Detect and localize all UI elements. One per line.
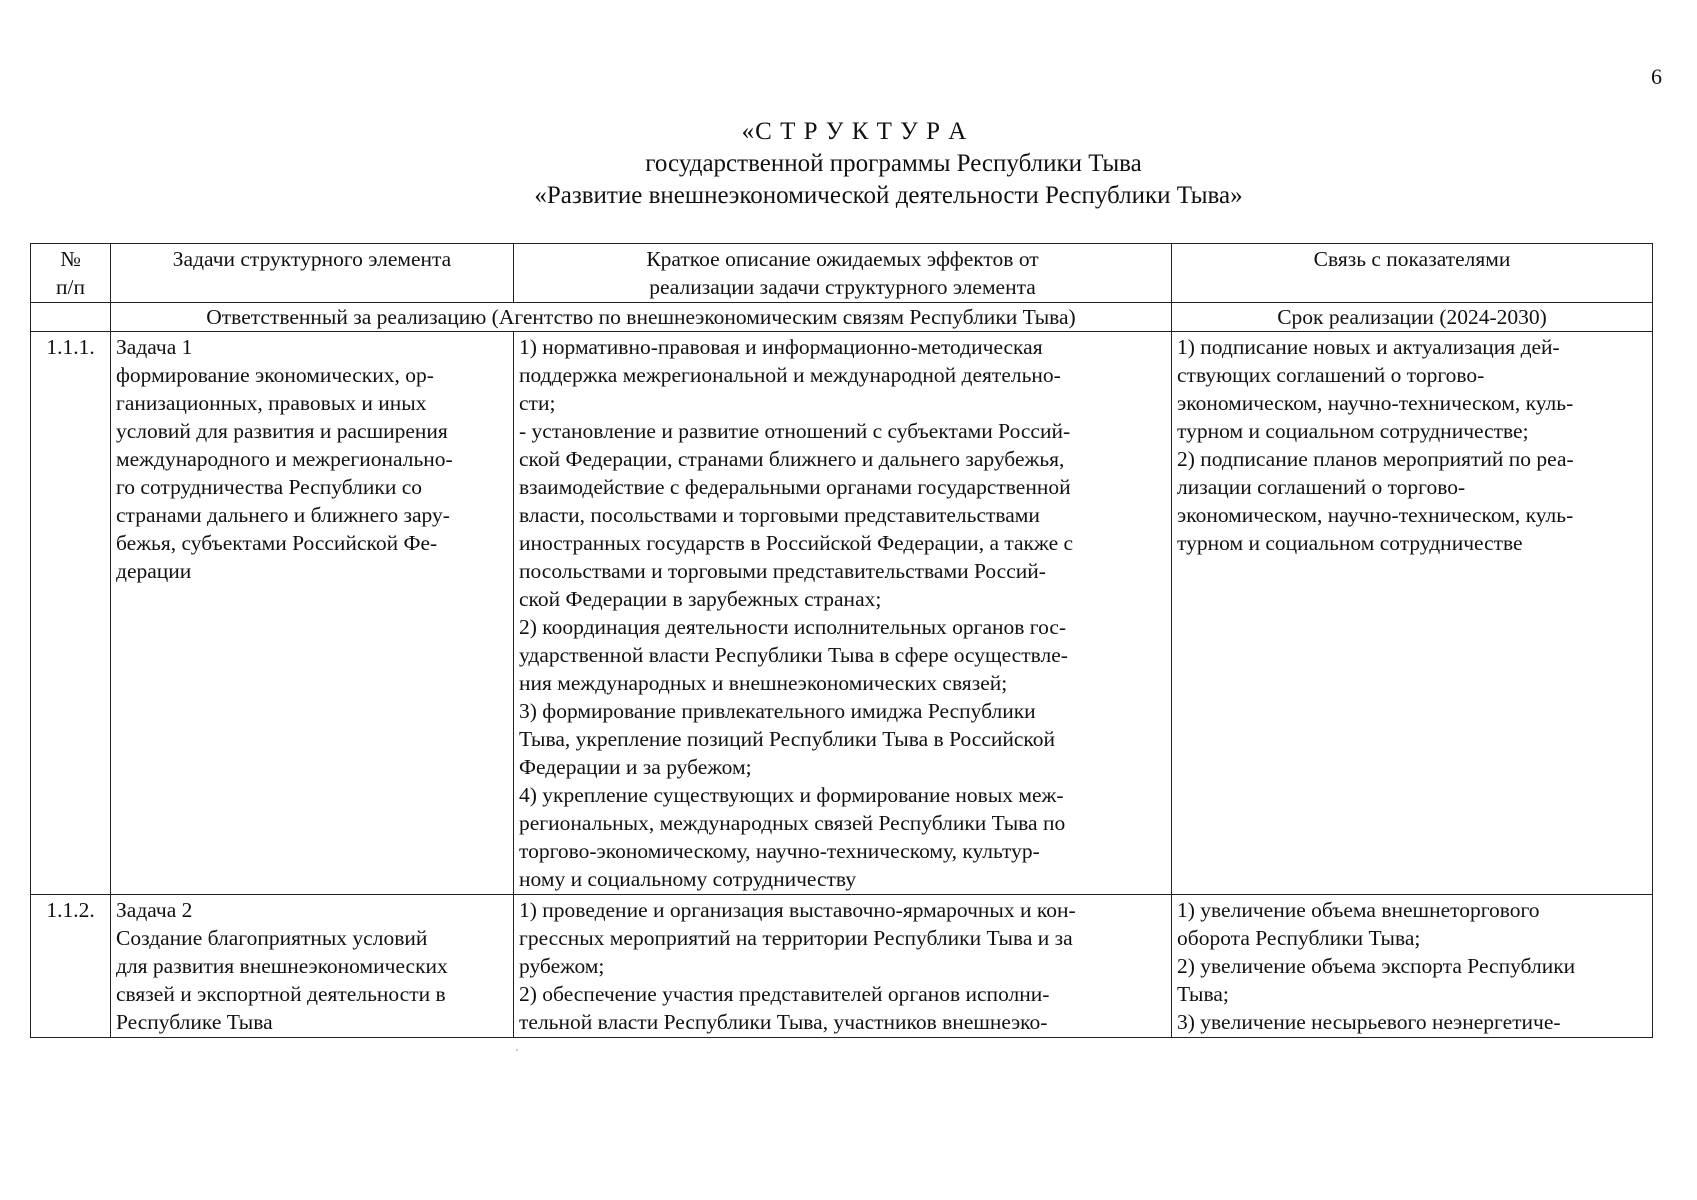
table-row — [31, 332, 1653, 895]
row-number: 1.1.2. — [31, 895, 111, 1038]
row-number: 1.1.1. — [31, 332, 111, 895]
structure-table — [30, 243, 1653, 1038]
scan-artifact — [516, 1049, 518, 1051]
header-tasks: Задачи структурного элемента — [111, 244, 514, 303]
task-cell: Задача 2 Создание благоприятных условий для развития внешнеэкономических связей и экспортной деятельности в Республике Тыва — [111, 895, 514, 1038]
effects-cell: 1) проведение и организация выставочно-ярмарочных и кон- грессных мероприятий на территории Республики Тыва и за рубежом; 2) обеспечение участия представителей органов исполни- тельной власти Республики Тыва, участников внешнеэко- — [514, 895, 1172, 1038]
responsible-cell: Ответственный за реализацию (Агентство по внешнеэкономическим связям Республики Тыва) — [111, 303, 1172, 332]
header-row — [31, 244, 1653, 303]
table-row — [31, 895, 1653, 1038]
title-line-2: государственной программы Республики Тыва — [645, 150, 1142, 177]
page-number: 6 — [1651, 64, 1662, 89]
indicators-cell: 1) увеличение объема внешнеторгового оборота Республики Тыва; 2) увеличение объема экспорта Республики Тыва; 3) увеличение несырьевого неэнергетиче- — [1172, 895, 1653, 1038]
indicators-cell: 1) подписание новых и актуализация дей- ствующих соглашений о торгово- экономическом, научно-техническом, куль- турном и социальном сотрудничестве; 2) подписание планов мероприятий по реа- лизации соглашений о торгово- экономическом, научно-техническом, куль- турном и социальном сотрудничестве — [1172, 332, 1653, 895]
effects-cell: 1) нормативно-правовая и информационно-методическая поддержка межрегиональной и международной деятельно- сти; - установление и развитие отношений с субъектами Россий- ской Федерации, странами ближнего и дальнего зарубежья, взаимодействие с федеральными органами государственной власти, посольствами и торговыми представительствами иностранных государств в Российской Федерации, а также с посольствами и торговыми представительствами Россий- ской Федерации в зарубежных странах; 2) координация деятельности исполнительных органов гос- ударственной власти Республики Тыва в сфере осуществле- ния международных и внешнеэкономических связей; 3) формирование привлекательного имиджа Республики Тыва, укрепление позиций Республики Тыва в Российской Федерации и за рубежом; 4) укрепление существующих и формирование новых меж- региональных, международных связей Республики Тыва по торгово-экономическому, научно-техническому, культур- ному и социальному сотрудничеству — [514, 332, 1172, 895]
header-effects: Краткое описание ожидаемых эффектов от реализации задачи структурного элемента — [514, 244, 1172, 303]
responsible-row — [31, 303, 1653, 332]
title-line-3: «Развитие внешнеэкономической деятельности Республики Тыва» — [534, 182, 1243, 209]
document-title — [0, 116, 1697, 212]
title-line-1: «С Т Р У К Т У Р А — [741, 118, 968, 145]
task-cell: Задача 1 формирование экономических, ор- ганизационных, правовых и иных условий для развития и расширения международного и межрегионально- го сотрудничества Республики со странами дальнего и ближнего зару- бежья, субъектами Российской Фе- дерации — [111, 332, 514, 895]
header-num: № п/п — [31, 244, 111, 303]
responsible-empty-cell — [31, 303, 111, 332]
header-indicators: Связь с показателями — [1172, 244, 1653, 303]
term-cell: Срок реализации (2024-2030) — [1172, 303, 1653, 332]
